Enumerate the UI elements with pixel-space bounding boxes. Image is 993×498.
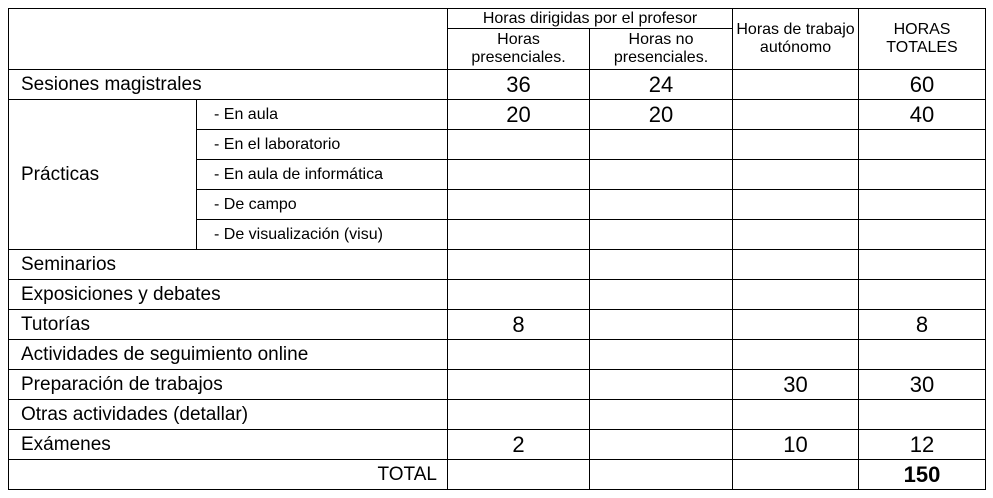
cell-autonomo: [733, 460, 859, 490]
header-autonomo: Horas de trabajo autónomo: [733, 9, 859, 70]
cell-autonomo: 30: [733, 370, 859, 400]
cell-autonomo: [733, 340, 859, 370]
cell-total: 12: [859, 430, 986, 460]
practicas-sublabel: - De visualización (visu): [197, 220, 448, 250]
header-no-presenciales: Horas no presenciales.: [590, 29, 733, 70]
cell-presenciales: 36: [448, 70, 590, 100]
table-row: [9, 340, 986, 370]
row-label: Sesiones magistrales: [9, 70, 448, 100]
header-presenciales: Horas presenciales.: [448, 29, 590, 70]
cell-autonomo: [733, 190, 859, 220]
table-row: [9, 250, 986, 280]
cell-no-presenciales: [590, 370, 733, 400]
cell-total: [859, 400, 986, 430]
cell-presenciales: [448, 250, 590, 280]
cell-total: 40: [859, 100, 986, 130]
table-row: [9, 430, 986, 460]
cell-presenciales: [448, 160, 590, 190]
practicas-sublabel: - En aula: [197, 100, 448, 130]
row-label: Actividades de seguimiento online: [9, 340, 448, 370]
row-label: Exposiciones y debates: [9, 280, 448, 310]
cell-presenciales: [448, 280, 590, 310]
cell-no-presenciales: [590, 460, 733, 490]
cell-no-presenciales: [590, 310, 733, 340]
cell-no-presenciales: [590, 250, 733, 280]
practicas-sublabel: - En el laboratorio: [197, 130, 448, 160]
row-label: Seminarios: [9, 250, 448, 280]
practicas-label: Prácticas: [9, 100, 197, 250]
grand-total: 150: [859, 460, 986, 490]
cell-total: [859, 250, 986, 280]
cell-no-presenciales: 20: [590, 100, 733, 130]
cell-total: [859, 280, 986, 310]
row-label: Exámenes: [9, 430, 448, 460]
cell-autonomo: 10: [733, 430, 859, 460]
table-row: [9, 100, 986, 130]
cell-total: 30: [859, 370, 986, 400]
cell-no-presenciales: [590, 430, 733, 460]
cell-no-presenciales: 24: [590, 70, 733, 100]
cell-autonomo: [733, 310, 859, 340]
cell-no-presenciales: [590, 220, 733, 250]
cell-autonomo: [733, 220, 859, 250]
cell-total: [859, 130, 986, 160]
cell-autonomo: [733, 250, 859, 280]
row-label: Otras actividades (detallar): [9, 400, 448, 430]
cell-presenciales: [448, 220, 590, 250]
cell-no-presenciales: [590, 280, 733, 310]
cell-presenciales: 20: [448, 100, 590, 130]
header-empty-cell: [9, 9, 448, 70]
total-row: [9, 460, 986, 490]
cell-presenciales: [448, 340, 590, 370]
cell-autonomo: [733, 130, 859, 160]
table-row: [9, 310, 986, 340]
cell-total: [859, 340, 986, 370]
practicas-sublabel: - En aula de informática: [197, 160, 448, 190]
cell-presenciales: 2: [448, 430, 590, 460]
table-row: [9, 70, 986, 100]
table-row: [9, 400, 986, 430]
cell-presenciales: [448, 370, 590, 400]
header-totales: HORAS TOTALES: [859, 9, 986, 70]
cell-total: [859, 220, 986, 250]
cell-presenciales: [448, 190, 590, 220]
cell-total: 60: [859, 70, 986, 100]
cell-autonomo: [733, 400, 859, 430]
cell-total: [859, 190, 986, 220]
row-label: Tutorías: [9, 310, 448, 340]
cell-total: [859, 160, 986, 190]
cell-no-presenciales: [590, 190, 733, 220]
cell-total: 8: [859, 310, 986, 340]
header-group-title: Horas dirigidas por el profesor: [448, 9, 733, 29]
total-label: TOTAL: [9, 460, 448, 490]
row-label: Preparación de trabajos: [9, 370, 448, 400]
cell-autonomo: [733, 70, 859, 100]
cell-autonomo: [733, 160, 859, 190]
cell-no-presenciales: [590, 340, 733, 370]
cell-no-presenciales: [590, 400, 733, 430]
cell-no-presenciales: [590, 130, 733, 160]
table-row: [9, 280, 986, 310]
practicas-sublabel: - De campo: [197, 190, 448, 220]
cell-no-presenciales: [590, 160, 733, 190]
cell-presenciales: [448, 460, 590, 490]
cell-presenciales: 8: [448, 310, 590, 340]
table-row: [9, 370, 986, 400]
cell-autonomo: [733, 280, 859, 310]
cell-autonomo: [733, 100, 859, 130]
hours-table: [8, 8, 986, 490]
cell-presenciales: [448, 400, 590, 430]
cell-presenciales: [448, 130, 590, 160]
